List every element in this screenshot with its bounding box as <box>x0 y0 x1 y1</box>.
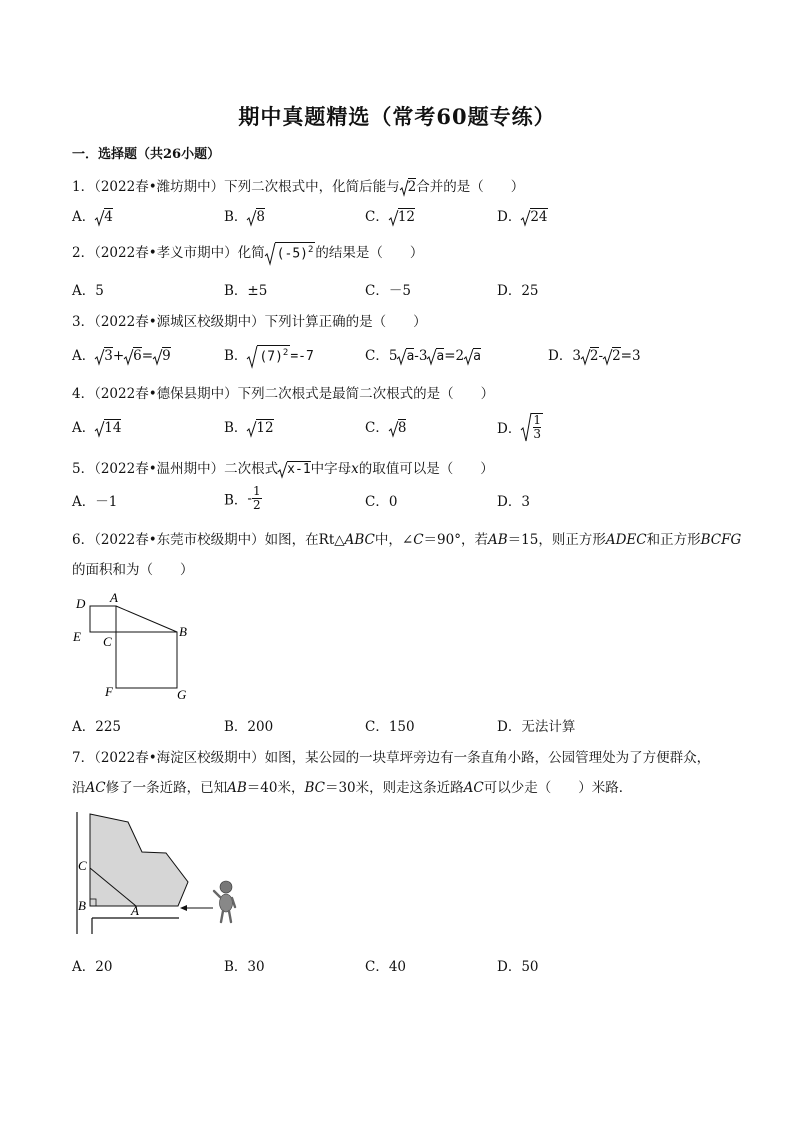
label-b: B <box>78 898 86 913</box>
q2-option-d[interactable]: D．25 <box>497 283 539 299</box>
q7-option-b[interactable]: B．30 <box>224 959 265 975</box>
q1-stem: 1．（2022春•潍坊期中）下列二次根式中，化简后能与 <box>72 179 400 195</box>
page-title: 期中真题精选（常考60题专练） <box>238 104 556 129</box>
question-2 <box>72 241 423 266</box>
q4-option-c[interactable]: C． 8 <box>365 420 407 436</box>
q1-stem-end: 合并的是（ ） <box>416 179 525 195</box>
q5-option-b[interactable]: B．- $\frac{1}{2}$ <box>224 484 261 512</box>
q6-option-b[interactable]: B．200 <box>224 719 274 735</box>
q6-option-d[interactable]: D．无法计算 <box>497 719 576 735</box>
q7-option-d[interactable]: D．50 <box>497 959 539 975</box>
q5-option-a[interactable]: A．－1 <box>72 494 118 510</box>
q7-option-c[interactable]: C．40 <box>365 959 407 975</box>
square-bcfg <box>116 632 177 688</box>
q7-option-a[interactable]: A．20 <box>72 959 113 975</box>
q3-option-a[interactable]: A． 3+ 6= 9 <box>72 348 171 364</box>
q5-radical: x-1 <box>278 461 310 477</box>
q4-options <box>72 413 732 441</box>
label-c: C <box>103 634 112 649</box>
label-b: B <box>179 624 187 639</box>
q6-option-c[interactable]: C．150 <box>365 719 415 735</box>
q1-option-c[interactable]: C． 12 <box>365 209 416 225</box>
q4-option-d[interactable]: D． $\frac{1}{3}$ <box>497 413 541 441</box>
label-f: F <box>105 684 113 699</box>
q2-stem-end: 的结果是（ ） <box>315 245 424 261</box>
label-d: D <box>76 596 86 611</box>
q3-options <box>72 344 732 368</box>
q7-stem-line2: 沿AC修了一条近路，已知AB＝40米，BC＝30米，则走这条近路AC可以少走（ ）米路． <box>72 780 633 796</box>
q7-options <box>72 955 732 979</box>
q6-stem-line2: 的面积和为（ ） <box>72 562 194 578</box>
question-4: 4．（2022春•德保县期中）下列二次根式是最简二次根式的是（ ） <box>72 386 495 402</box>
q4-option-b[interactable]: B． 12 <box>224 420 274 436</box>
label-g: G <box>177 687 187 702</box>
q5-option-d[interactable]: D．3 <box>497 494 530 510</box>
q3-option-d[interactable]: D．3 2- 2=3 <box>548 348 641 364</box>
q2-option-b[interactable]: B．±5 <box>224 283 268 299</box>
q1-option-a[interactable]: A． 4 <box>72 209 113 225</box>
q5-stem-mid: 中字母 <box>310 461 352 477</box>
q1-option-d[interactable]: D． 24 <box>497 209 548 225</box>
label-c: C <box>78 858 87 873</box>
q2-option-c[interactable]: C．－5 <box>365 283 411 299</box>
label-a: A <box>110 590 118 605</box>
lawn-region <box>90 814 188 906</box>
q2-stem: 2．（2022春•孝义市期中）化简 <box>72 245 265 261</box>
q2-radical: $(-5)^2$ <box>265 245 316 261</box>
question-7: 7．（2022春•海淀区校级期中）如图，某公园的一块草坪旁边有一条直角小路，公园管理处为了方便群众， <box>72 750 711 766</box>
square-adec <box>90 606 116 632</box>
label-a: A <box>131 903 139 918</box>
q3-option-c[interactable]: C．5 a-3 a=2 a <box>365 348 481 364</box>
question-1 <box>72 175 524 197</box>
q7-figure <box>70 808 250 940</box>
q5-options <box>72 484 732 514</box>
q6-option-a[interactable]: A．225 <box>72 719 122 735</box>
q3-option-b[interactable]: B． $(7)^2 =-7$ <box>224 344 314 369</box>
q2-option-a[interactable]: A．5 <box>72 283 104 299</box>
q5-variable: x <box>351 461 359 477</box>
q1-option-b[interactable]: B． 8 <box>224 209 266 225</box>
arrowhead <box>180 905 187 911</box>
q5-stem: 5．（2022春•温州期中）二次根式 <box>72 461 279 477</box>
q1-options <box>72 205 732 229</box>
q6-figure <box>70 590 200 705</box>
q5-option-c[interactable]: C．0 <box>365 494 398 510</box>
label-e: E <box>73 629 81 644</box>
triangle-abc <box>116 606 177 632</box>
section-heading: 一．选择题（共26小题） <box>72 147 221 162</box>
q6-options <box>72 715 732 739</box>
question-3: 3．（2022春•源城区校级期中）下列计算正确的是（ ） <box>72 314 427 330</box>
question-6: 6．（2022春•东莞市校级期中）如图，在Rt△ABC中，∠C＝90°，若AB＝15，则正方形ADEC和正方形BCFG <box>72 532 742 548</box>
person-icon <box>214 881 235 922</box>
q5-stem-end: 的取值可以是（ ） <box>358 461 494 477</box>
q1-radical: 2 <box>400 179 417 195</box>
q4-option-a[interactable]: A． 14 <box>72 420 122 436</box>
question-5 <box>72 457 494 479</box>
q2-options <box>72 279 732 303</box>
